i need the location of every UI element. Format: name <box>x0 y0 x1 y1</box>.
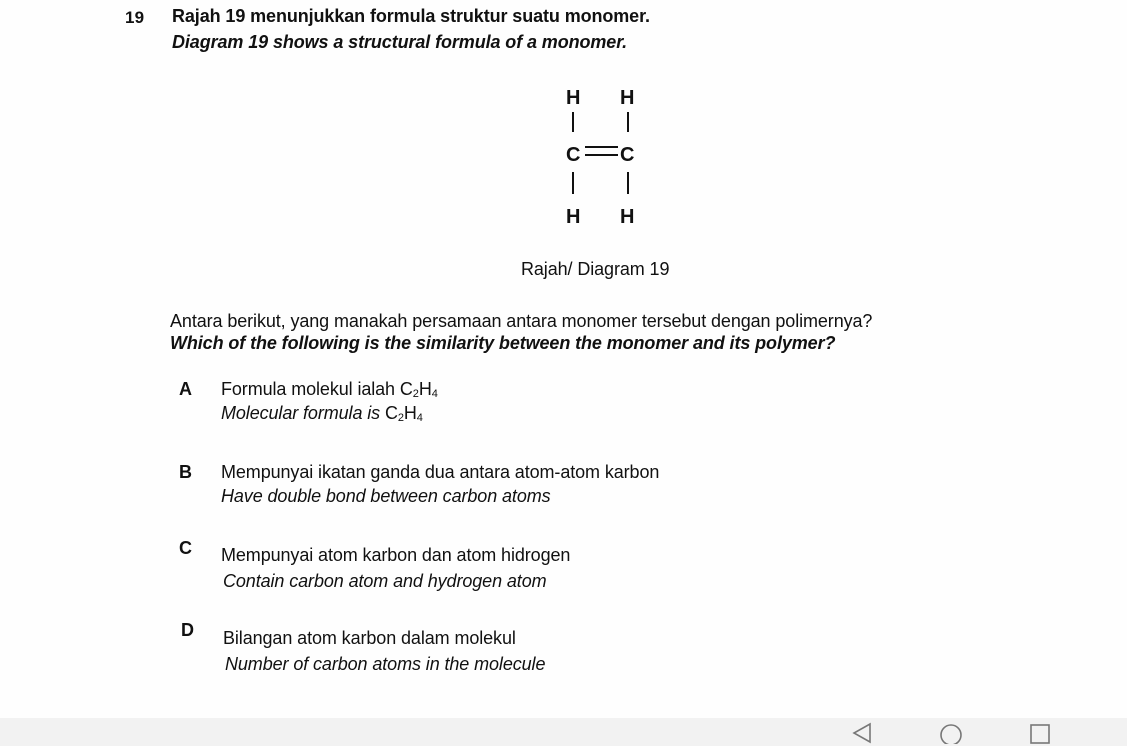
formula-c2h4: $C_2H_4$ <box>384 403 423 424</box>
formula-c2h4: $C_2H_4$ <box>399 379 438 400</box>
atom-h-top-left: H <box>566 87 581 109</box>
atom-h-bottom-left: H <box>566 206 581 228</box>
option-text-malay: Bilangan atom karbon dalam molekul <box>223 628 516 648</box>
option-letter: D <box>181 620 194 640</box>
recents-icon[interactable] <box>1028 722 1052 744</box>
option-text-english: Have double bond between carbon atoms <box>221 486 551 506</box>
structural-formula <box>548 80 658 230</box>
system-navigation-bar <box>0 718 1127 746</box>
option-letter: A <box>179 379 192 399</box>
question-intro-malay: Rajah 19 menunjukkan formula struktur suatu monomer. <box>172 6 650 26</box>
atom-c-left: C <box>566 144 581 166</box>
atom-h-top-right: H <box>620 87 635 109</box>
atom-h-bottom-right: H <box>620 206 635 228</box>
option-letter: B <box>179 462 192 482</box>
option-text-malay: Mempunyai ikatan ganda dua antara atom-atom karbon <box>221 462 660 482</box>
option-text-english: Number of carbon atoms in the molecule <box>225 654 546 674</box>
home-icon[interactable] <box>938 722 964 744</box>
option-text-english: Molecular formula is $C_2H_4$ <box>221 403 423 424</box>
back-icon[interactable] <box>850 722 874 744</box>
question-stem-english: Which of the following is the similarity between the monomer and its polymer? <box>170 333 836 353</box>
diagram-caption: Rajah/ Diagram 19 <box>521 259 670 279</box>
option-text-english: Contain carbon atom and hydrogen atom <box>223 571 547 591</box>
option-letter: C <box>179 538 192 558</box>
option-text-malay: Formula molekul ialah $C_2H_4$ <box>221 379 438 400</box>
atom-c-right: C <box>620 144 635 166</box>
option-text-malay: Mempunyai atom karbon dan atom hidrogen <box>221 545 571 565</box>
question-stem-malay: Antara berikut, yang manakah persamaan antara monomer tersebut dengan polimernya? <box>170 311 873 331</box>
question-intro-english: Diagram 19 shows a structural formula of a monomer. <box>172 32 628 52</box>
question-number: 19 <box>125 8 145 27</box>
